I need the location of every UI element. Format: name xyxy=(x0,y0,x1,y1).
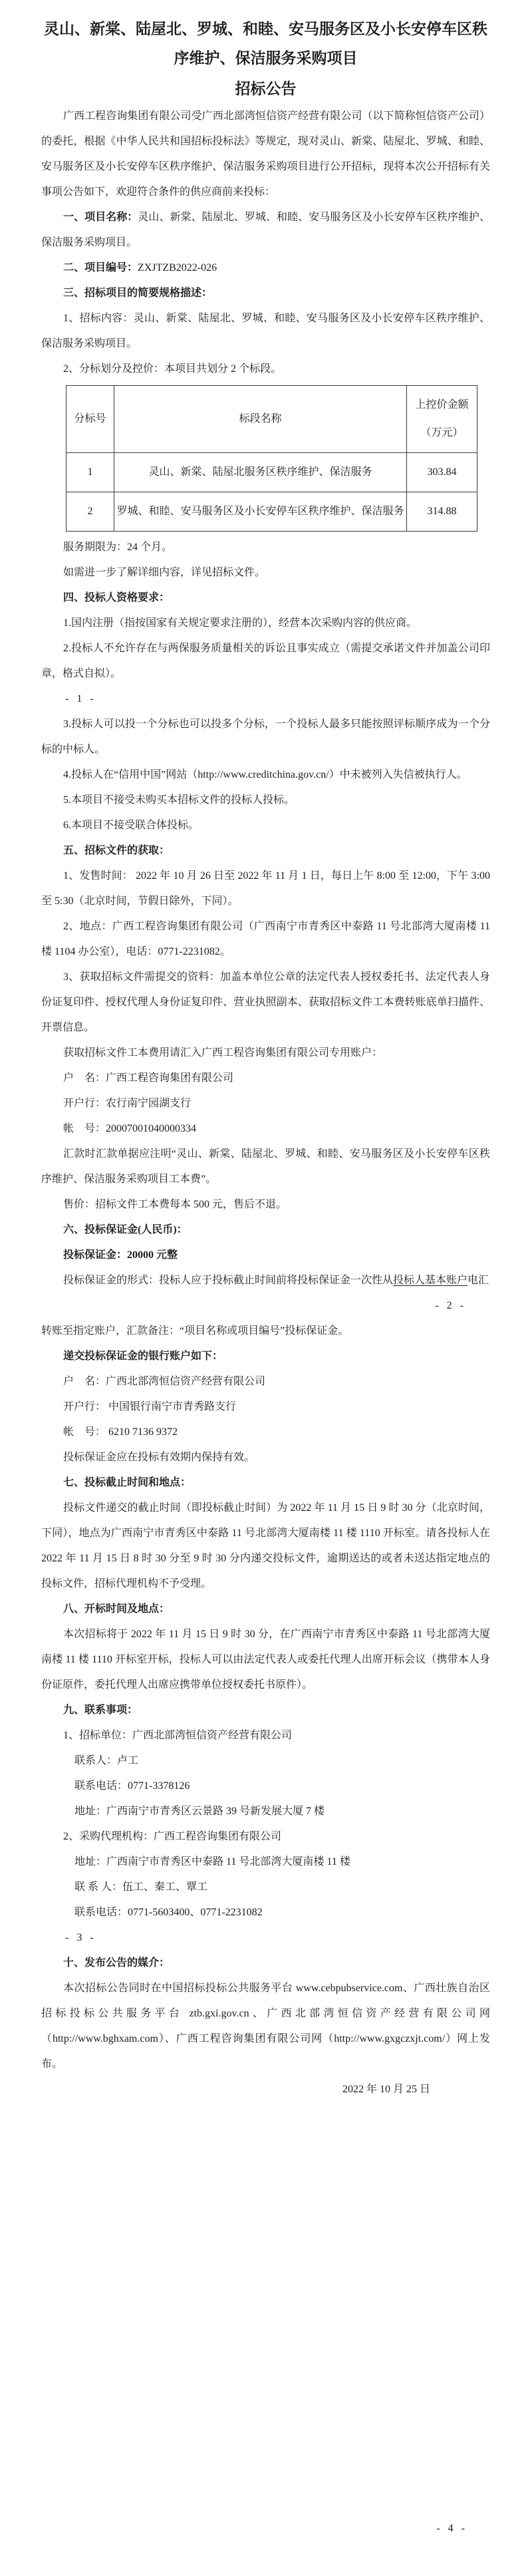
section-3-item-2: 2、分标划分及控价：本项目共划分 2 个标段。 xyxy=(63,363,282,375)
agency-name: 2、采购代理机构：广西工程咨询集团有限公司 xyxy=(63,1831,282,1842)
section-4-item-4: 4.投标人在“信用中国”网站（http://www.creditchina.gov.cn/）中未被列入失信被执行人。 xyxy=(63,769,467,780)
page-number-1: - 1 - xyxy=(65,693,96,705)
bid-bond-validity-note: 投标保证金应在投标有效期内保持有效。 xyxy=(63,1452,255,1463)
document-fee-account-number: 帐 号：20007001040000334 xyxy=(63,1123,197,1134)
bid-table-header-no: 分标号 xyxy=(66,386,114,453)
bid-bond-account-bank: 开户行： 中国银行南宁市青秀路支行 xyxy=(63,1401,237,1412)
bid-row-2-price: 314.88 xyxy=(407,492,477,532)
section-3-item-1: 1、招标内容：灵山、新棠、陆屋北、罗城、和睦、安马服务区及小长安停车区秩序维护、保洁服务采购项目。 xyxy=(41,313,490,349)
section-5-heading: 五、招标文件的获取： xyxy=(63,845,170,856)
page-title-line2: 序维护、保洁服务采购项目 xyxy=(174,50,358,67)
bid-bond-account-number: 帐 号： 6210 7136 9372 xyxy=(63,1426,178,1438)
section-4-heading: 四、投标人资格要求： xyxy=(63,592,170,603)
more-info-note: 如需进一步了解详细内容，详见招标文件。 xyxy=(63,567,266,578)
service-period: 服务期限为：24 个月。 xyxy=(63,542,173,553)
page-number-4: - 4 - xyxy=(436,2523,467,2534)
section-10-text: 本次招标公告同时在中国招标投标公共服务平台 www.cebpubservice.com、广西壮族自治区招标投标公共服务平台 ztb.gxi.gov.cn、广西北部湾恒信资产经营有限公司网（http://www.bghxam.com）、广西工程咨询集团有限公司网（http://www.gxgczxjt.com/）网上发布。 xyxy=(41,1983,490,2070)
bid-bond-submit-heading: 递交投标保证金的银行账户如下： xyxy=(63,1351,223,1362)
section-7-heading: 七、投标截止时间和地点： xyxy=(63,1477,192,1488)
table-row xyxy=(66,492,477,532)
intro-paragraph: 广西工程咨询集团有限公司受广西北部湾恒信资产经营有限公司（以下简称恒信资产公司）的委托，根据《中华人民共和国招标投标法》等规定，现对灵山、新棠、陆屋北、罗城、和睦、安马服务区及小长安停车区秩序维护、保洁服务采购项目进行公开招标，现将本次公开招标有关事项公告如下，欢迎符合条件的供应商前来投标： xyxy=(41,110,490,198)
section-5-item-3: 3、获取招标文件需提交的资料：加盖本单位公章的法定代表人授权委托书、法定代表人身份证复印件、授权代理人身份证复印件、营业执照副本、获取招标文件工本费转账底单扫描件、开票信息。 xyxy=(41,971,490,1033)
bid-row-1-name: 灵山、新棠、陆屋北服务区秩序维护、保洁服务 xyxy=(114,453,407,492)
section-2-label: 二、项目编号： xyxy=(63,262,138,273)
page-number-2: - 2 - xyxy=(435,1300,466,1311)
document-price-note: 售价：招标文件工本费每本 500 元，售后不退。 xyxy=(63,1199,287,1210)
bid-bond-account-name: 户 名：广西北部湾恒信资产经营有限公司 xyxy=(63,1376,266,1387)
section-5-item-2: 2、地点：广西工程咨询集团有限公司（广西南宁市青秀区中泰路 11 号北部湾大厦南楼 11 楼 1104 办公室），电话：0771-2231082。 xyxy=(41,921,490,957)
section-4-item-2: 2.投标人不允许存在与两保服务质量相关的诉讼且事实成立（需提交承诺文件并加盖公司印章，格式自拟）。 xyxy=(41,643,490,679)
bid-sections-table xyxy=(66,385,477,532)
document-fee-account-name: 户 名：广西工程咨询集团有限公司 xyxy=(63,1072,234,1084)
section-2-text: ZXJTZB2022-026 xyxy=(138,262,217,273)
agency-contact: 联 系 人：伍工、秦工、覃工 xyxy=(74,1881,208,1893)
document-fee-account-bank: 开户行：农行南宁园湖支行 xyxy=(63,1098,192,1109)
bid-row-1-price: 303.84 xyxy=(407,453,477,492)
tenderer-contact: 联系人：卢工 xyxy=(74,1755,139,1766)
section-3-heading: 三、招标项目的简要规格描述： xyxy=(63,287,213,299)
section-4-item-5: 5.本项目不接受未购买本招标文件的投标人投标。 xyxy=(63,794,295,806)
tenderer-address: 地址：广西南宁市青秀区云景路 39 号新发展大厦 7 楼 xyxy=(74,1806,325,1817)
bid-table-header-name: 标段名称 xyxy=(114,386,407,453)
section-1-label: 一、项目名称： xyxy=(63,212,138,223)
agency-address: 地址：广西南宁市青秀区中泰路 11 号北部湾大厦南楼 11 楼 xyxy=(74,1856,350,1867)
section-6-heading: 六、投标保证金(人民币)： xyxy=(63,1224,188,1235)
bid-bond-form-before: 投标保证金的形式：投标人应于投标截止时间前将投标保证金一次性从 xyxy=(63,1275,394,1286)
bid-bond-amount: 投标保证金：20000 元整 xyxy=(63,1249,178,1261)
bid-bond-form-after: 电汇 xyxy=(467,1275,489,1286)
bid-row-2-name: 罗城、和睦、安马服务区及小长安停车区秩序维护、保洁服务 xyxy=(114,492,407,532)
tenderer-name: 1、招标单位：广西北部湾恒信资产经营有限公司 xyxy=(63,1730,293,1741)
page-number-3: - 3 - xyxy=(65,1932,96,1943)
section-1-text: 灵山、新棠、陆屋北、罗城、和睦、安马服务区及小长安停车区秩序维护、保洁服务采购项目。 xyxy=(41,212,490,248)
bid-row-2-no: 2 xyxy=(66,492,114,532)
bid-row-1-no: 1 xyxy=(66,453,114,492)
section-2-project-number xyxy=(41,255,490,281)
page-title-line1: 灵山、新棠、陆屋北、罗城、和睦、安马服务区及小长安停车区秩 xyxy=(44,21,487,37)
tenderer-phone: 联系电话：0771-3378126 xyxy=(74,1780,190,1792)
bid-table-header-row xyxy=(66,386,477,453)
publish-date: 2022 年 10 月 25 日 xyxy=(342,2084,430,2095)
section-1-project-name xyxy=(41,205,490,255)
bid-bond-form-underlined: 投标人基本账户 xyxy=(393,1275,468,1286)
document-fee-account-intro: 获取招标文件工本费用请汇入广西工程咨询集团有限公司专用账户： xyxy=(63,1047,383,1058)
section-4-item-3: 3.投标人可以投一个分标也可以投多个分标，一个投标人最多只能按照评标顺序成为一个分标的中标人。 xyxy=(41,719,490,755)
section-7-text: 投标文件递交的截止时间（即投标截止时间）为 2022 年 11 月 15 日 9 时 30 分（北京时间，下同），地点为广西南宁市青秀区中泰路 11 号北部湾大厦南楼 11 楼 1110 开标室。请各投标人在 2022 年 11 月 15 日 8 时 30 分至 9 时 30 分内递交投标文件，逾期送达的或者未送达指定地点的投标文件，招标代理机构不予受理。 xyxy=(41,1502,490,1589)
section-8-heading: 八、开标时间及地点： xyxy=(63,1603,170,1615)
page-subtitle: 招标公告 xyxy=(235,80,297,97)
bid-bond-form xyxy=(41,1268,490,1293)
section-5-item-1: 1、发售时间： 2022 年 10 月 26 日至 2022 年 11 月 1 日，每日上午 8:00 至 12:00，下午 3:00 至 5:30（北京时间，节假日除外，下同）。 xyxy=(41,870,490,907)
remittance-note: 汇款时汇款单据应注明“灵山、新棠、陆屋北、罗城、和睦、安马服务区及小长安停车区秩序维护、保洁服务采购项目工本费”。 xyxy=(41,1148,490,1185)
section-8-text: 本次招标将于 2022 年 11 月 15 日 9 时 30 分，在广西南宁市青秀区中泰路 11 号北部湾大厦南楼 11 楼 1110 开标室开标，投标人可以由法定代表人或委托代理人出席开标会议（携带本人身份证原件，委托代理人出席应携带单位授权委托书原件）。 xyxy=(41,1629,490,1690)
section-4-item-6: 6.本项目不接受联合体投标。 xyxy=(63,820,200,831)
section-9-heading: 九、联系事项： xyxy=(63,1704,138,1716)
section-4-item-1: 1.国内注册（指按国家有关规定要求注册的），经营本次采购内容的供应商。 xyxy=(63,617,418,629)
bid-table-header-price: 上控价金额（万元） xyxy=(407,386,477,453)
bid-bond-form-continued: 转账至指定账户，汇款备注：“项目名称或项目编号”投标保证金。 xyxy=(41,1325,349,1337)
section-10-heading: 十、发布公告的媒介： xyxy=(63,1957,170,1969)
agency-phone: 联系电话：0771-5603400、0771-2231082 xyxy=(74,1907,263,1918)
table-row xyxy=(66,453,477,492)
